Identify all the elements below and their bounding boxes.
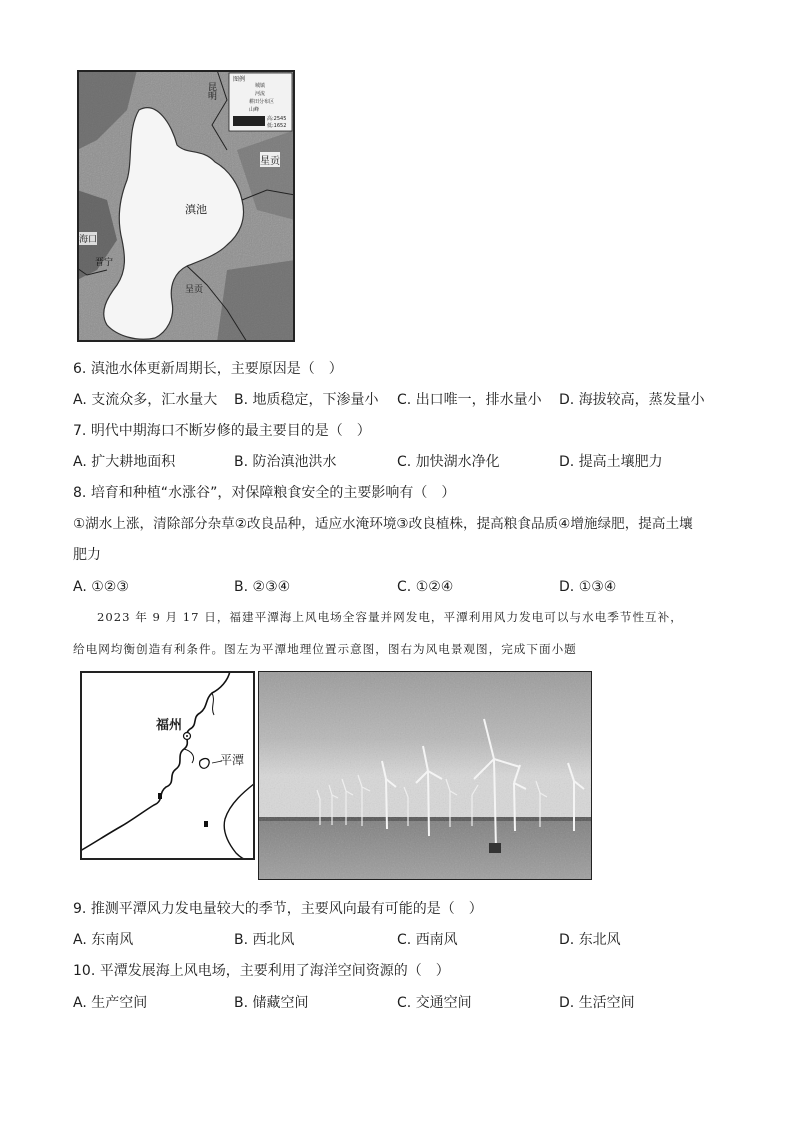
question-6-option-d[interactable]: D. 海拔较高，蒸发量小 [559,392,705,408]
question-8-option-c[interactable]: C. ①②④ [397,579,454,595]
question-8-option-a[interactable]: A. ①②③ [73,579,129,595]
question-7-option-b[interactable]: B. 防治滇池洪水 [234,454,337,470]
legend-item-farmland: 耕田分布区 [249,99,275,105]
place-label-haikou: 海口 [79,232,97,245]
wind-farm-photo [258,671,592,880]
place-label-kunming: 昆明 [206,82,216,100]
legend-item-high: 高:2545 [267,116,287,122]
city-label-fuzhou: 福州 [156,718,183,733]
question-10-number: 10. [73,963,96,979]
passage-line-1: 2023 年 9 月 17 日，福建平潭海上风电场全容量并网发电，平潭利用风力发电可以与水电季节性互补， [97,610,683,624]
legend-item-peak: 山峰 [249,107,260,113]
question-7-stem [73,422,371,440]
question-8-stem [73,484,455,502]
question-6-option-c[interactable]: C. 出口唯一，排水量小 [397,392,542,408]
place-label-chenggong: 呈贡 [185,285,204,295]
legend-item-river: 河流 [255,91,266,97]
question-7-option-a[interactable]: A. 扩大耕地面积 [73,454,176,470]
question-6-stem [73,360,343,378]
legend-item-low: 低:1652 [267,123,287,129]
question-10-option-d[interactable]: D. 生活空间 [559,995,635,1011]
question-10-text: 平潭发展海上风电场，主要利用了海洋空间资源的（ ） [99,963,450,979]
question-9-option-b[interactable]: B. 西北风 [234,932,295,948]
question-9-stem [73,900,483,918]
question-7-text: 明代中期海口不断岁修的最主要目的是（ ） [90,423,371,439]
location-map-frame [80,671,255,860]
dianchi-map-figure [77,70,295,342]
question-7-number: 7. [73,423,87,439]
city-label-pingtan: 平潭 [220,753,245,767]
question-9-option-a[interactable]: A. 东南风 [73,932,134,948]
question-7-option-c[interactable]: C. 加快湖水净化 [397,454,500,470]
question-8-option-b[interactable]: B. ②③④ [234,579,291,595]
question-10-stem [73,962,450,980]
legend-title: 图例 [233,76,246,83]
question-6-text: 滇池水体更新周期长，主要原因是（ ） [90,361,343,377]
map-frame [77,70,295,342]
question-6-option-b[interactable]: B. 地质稳定，下渗量小 [234,392,379,408]
question-10-option-a[interactable]: A. 生产空间 [73,995,148,1011]
question-8-option-d[interactable]: D. ①③④ [559,579,617,595]
legend-item-town: 城镇 [255,83,266,89]
question-8-statements-line-2: 肥力 [73,547,101,563]
place-label-xinggong: 星贡 [260,152,280,167]
passage-line-2: 给电网均衡创造有利条件。图左为平潭地理位置示意图，图右为风电景观图，完成下面小题 [73,642,577,656]
question-9-option-c[interactable]: C. 西南风 [397,932,458,948]
question-8-text: 培育和种植“水涨谷”，对保障粮食安全的主要影响有（ ） [90,485,456,501]
question-6-number: 6. [73,361,87,377]
question-8-number: 8. [73,485,87,501]
question-9-option-d[interactable]: D. 东北风 [559,932,621,948]
question-10-option-c[interactable]: C. 交通空间 [397,995,472,1011]
question-10-option-b[interactable]: B. 储藏空间 [234,995,309,1011]
pingtan-location-map [80,671,255,860]
place-label-jinning: 晋宁 [95,258,114,268]
question-9-text: 推测平潭风力发电量较大的季节，主要风向最有可能的是（ ） [90,901,483,917]
question-8-statements-line-1: ①湖水上涨，清除部分杂草②改良品种，适应水淹环境③改良植株，提高粮食品质④增施绿肥，提高土壤 [73,516,693,532]
lake-label: 滇池 [185,203,207,216]
photo-frame [258,671,592,880]
question-6-option-a[interactable]: A. 支流众多，汇水量大 [73,392,218,408]
question-7-option-d[interactable]: D. 提高土壤肥力 [559,454,663,470]
question-9-number: 9. [73,901,87,917]
